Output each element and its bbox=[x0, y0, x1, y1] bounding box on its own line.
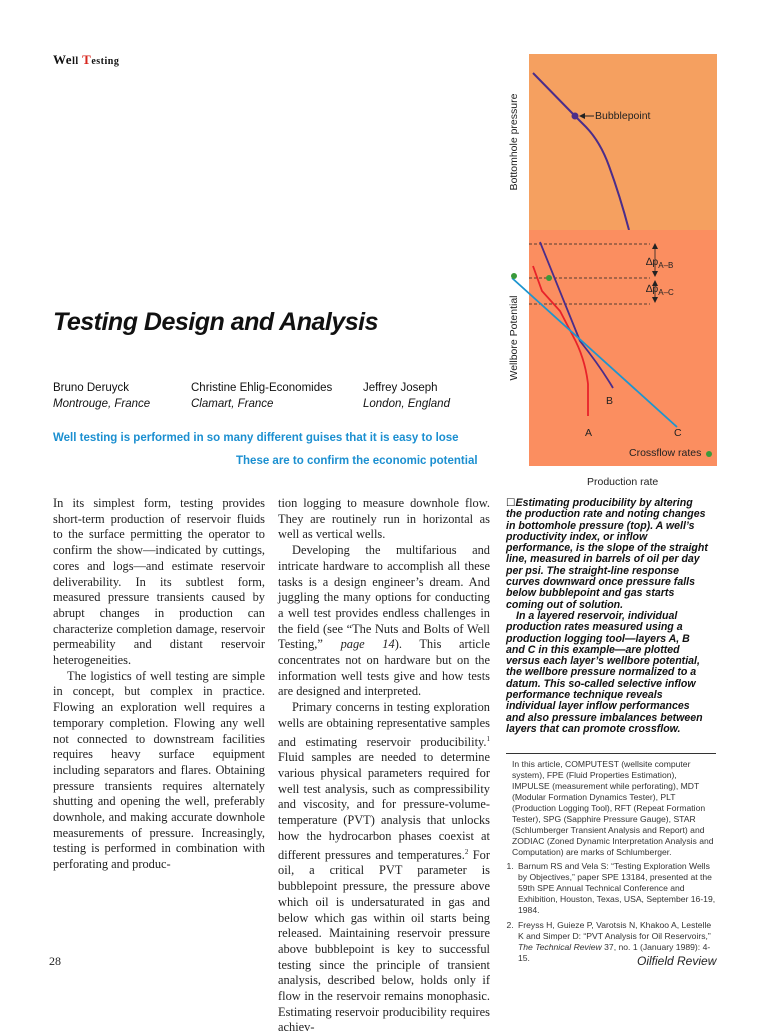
footnote-text: Freyss H, Guieze P, Varotsis N, Khakoo A, Lestelle K and Simper D: “PVT Analysis for Oil Reservoirs,” bbox=[518, 920, 712, 941]
body-text: For oil, a critical PVT parameter is bubblepoint pressure, the pressure above which oil is undersaturated in gas and below which gas within oil starts being released. Maintaining reservoir pressure above bubblepoint is key to successful testing since the principle of transient analysis, described below, holds only if flow in the reservoir remains monophasic. Estimating reservoir producibility requires achiev- bbox=[278, 847, 490, 1035]
author-2 bbox=[191, 380, 332, 412]
curve-a-label: A bbox=[585, 427, 593, 439]
body-paragraph: The logistics of well testing are simple in concept, but complex in practice. Flowing an exploration well requires a temporary completion. Flowing any well not connected to downstream facilities requires heavy surface equipment including separators and flares. Obtaining pressure transients requires alternately shutting and opening the well, preferably downhole, and making accurate downhole measurements of pressure. Increasingly, testing is performed in combination with perforating and produc- bbox=[53, 668, 265, 872]
caption-paragraph bbox=[506, 498, 711, 611]
section-label-ll: ll bbox=[72, 56, 79, 67]
top-y-axis-label: Bottomhole pressure bbox=[508, 93, 520, 191]
curve-c-label: C bbox=[674, 427, 682, 439]
body-paragraph bbox=[278, 700, 490, 1036]
deck-line-1: Well testing is performed in so many different guises that it is easy to lose bbox=[53, 432, 459, 444]
author-name: Bruno Deruyck bbox=[53, 382, 130, 394]
inflow-performance-figure bbox=[500, 46, 730, 466]
crossflow-dot-left bbox=[511, 273, 517, 279]
section-label-t: T bbox=[82, 52, 92, 67]
body-text: ). This article concentrates not on hardware but on the information well tests give and how tests are designed and interpreted. bbox=[278, 637, 490, 699]
body-paragraph: In its simplest form, testing provides short-term production of reservoir fluids to the surface permitting the operator to confirm the show—indicated by cuttings, cores and logs—and estimate reservoir deliverability. In its subtlest form, measured pressure transients caused by abrupt changes in production can characterize completion damage, reservoir permeability and distant reservoir heterogeneities. bbox=[53, 496, 265, 668]
body-paragraph: tion logging to measure downhole flow. They are routinely run in horizontal as well as vertical wells. bbox=[278, 496, 490, 542]
crossflow-label: Crossflow rates bbox=[629, 447, 702, 459]
curve-b-label: B bbox=[606, 395, 614, 407]
figure-caption bbox=[506, 498, 711, 735]
footnote-journal: The Technical Review bbox=[518, 942, 602, 952]
body-text: Fluid samples are needed to determine various physical parameters required for well test analysis, such as compressibility and viscosity, and for pressure-volume-temperature (PVT) analysis that unlocks how the hydrocarbon phases coexist at different pressures and temperatures. bbox=[278, 750, 490, 862]
body-text: Developing the multifarious and intricate hardware to accomplish all these tasks is a design engineer’s dream. And juggling the many options for conducting a well test provides endless challenges in the field (see “The Nuts and Bolts of Well Testing,” bbox=[278, 543, 490, 652]
author-place: London, England bbox=[363, 398, 450, 410]
crossflow-dot-right bbox=[706, 451, 712, 457]
article-title: Testing Design and Analysis bbox=[53, 308, 379, 336]
dp-ac-label: $\Delta p_{A-C}$ bbox=[646, 283, 674, 297]
body-text: Primary concerns in testing exploration wells are obtaining representative samples and estimating reservoir producibility. bbox=[278, 700, 490, 749]
top-panel-background bbox=[529, 54, 717, 230]
bottom-y-axis-label: Wellbore Potential bbox=[508, 295, 520, 381]
page-reference-link[interactable]: page 14 bbox=[340, 637, 395, 652]
bubblepoint-marker bbox=[572, 113, 579, 120]
author-1 bbox=[53, 380, 150, 412]
footnote-list bbox=[506, 861, 716, 964]
caption-text: Estimating producibility by altering the production rate and noting changes in bottomhole pressure (top). A well’s productivity index, or inflow performance, is the slope of the straight line, measured in barrels of oil per day per psi. The straight-line response curves downward once pressure falls below bubblepoint and gas starts coming out of solution. bbox=[506, 497, 708, 611]
author-name: Christine Ehlig-Economides bbox=[191, 382, 333, 394]
footnote-rule bbox=[506, 753, 716, 754]
author-place: Montrouge, France bbox=[53, 398, 151, 410]
footnote-ref-1[interactable]: 1 bbox=[486, 734, 490, 743]
section-label bbox=[53, 52, 119, 68]
caption-paragraph: In a layered reservoir, individual production rates measured using a production logging tool—layers A, B and C in this example—are plotted versus each layer’s wellbore potential, the wellbore pressure normalized to a datum. This so-called selective inflow performance technique reveals individual layer inflow performances and also pressure imbalances between layers that can promote crossflow. bbox=[506, 609, 703, 735]
bubblepoint-label: Bubblepoint bbox=[595, 110, 651, 122]
body-paragraph bbox=[278, 543, 490, 700]
trademark-note: In this article, COMPUTEST (wellsite computer system), FPE (Fluid Properties Estimation), IMPULSE (measurement while perforating), MDT (Modular Formation Dynamics Tester), PLT (Production Logging Tool), RFT (Repeat Formation Tester), SPG (Sapphire Pressure Gauge), STAR (Schlumberger Transient Analysis and Report) and ZODIAC (Zoned Dynamic Interpretation Analysis and Computation) are marks of Schlumberger. bbox=[512, 759, 714, 857]
section-label-we: We bbox=[53, 52, 73, 67]
caption-bullet-icon: ☐ bbox=[506, 497, 516, 509]
dp-ab-label: $\Delta p_{A-B}$ bbox=[646, 256, 674, 270]
journal-name: Oilfield Review bbox=[637, 954, 717, 968]
bottom-panel-background bbox=[529, 230, 717, 466]
x-axis-label: Production rate bbox=[587, 476, 659, 488]
footnote-text: 37, no. 1 (January 1989): 4-15. bbox=[518, 942, 711, 963]
deck-line-2: These are to confirm the economic potential bbox=[236, 455, 478, 467]
author-place: Clamart, France bbox=[191, 398, 274, 410]
author-name: Jeffrey Joseph bbox=[363, 382, 438, 394]
body-column-2 bbox=[278, 496, 490, 1036]
footnotes bbox=[506, 759, 716, 968]
page-number: 28 bbox=[49, 954, 61, 968]
author-3 bbox=[363, 380, 450, 412]
section-label-esting: esting bbox=[91, 56, 120, 67]
footnote-ref-2[interactable]: 2 bbox=[464, 847, 469, 856]
body-column-1 bbox=[53, 496, 265, 873]
intersection-dot bbox=[546, 275, 552, 281]
footnote-1: 1. Barnum RS and Vela S: “Testing Exploration Wells by Objectives,” paper SPE 13184, presented at the 59th SPE Annual Technical Conference and Exhibition, Houston, Texas, USA, September 16-19, 1984. bbox=[516, 861, 716, 916]
